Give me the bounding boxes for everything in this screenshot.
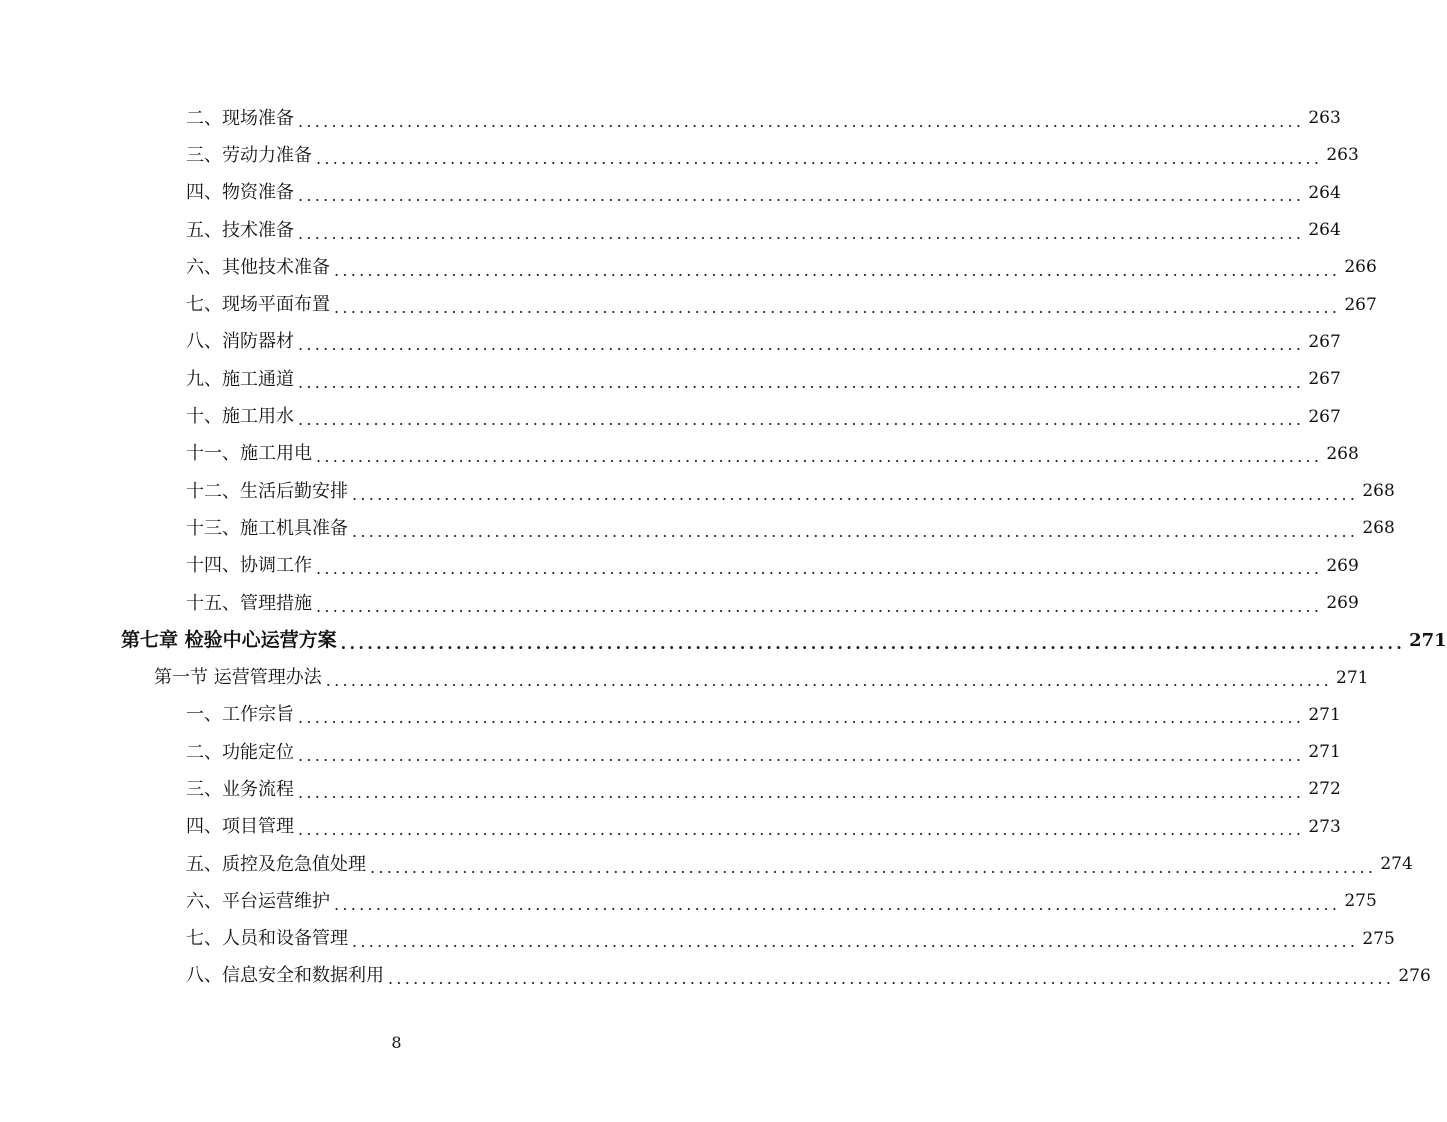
toc-entry[interactable]	[0, 324, 1341, 361]
toc-entry[interactable]	[0, 734, 1341, 771]
toc-entry-title: 五、质控及危急值处理	[186, 853, 366, 875]
toc-entry-page: 269	[1326, 555, 1359, 576]
toc-entry[interactable]	[0, 175, 1341, 212]
toc-entry-page: 264	[1308, 220, 1341, 241]
toc-leader-dots: ........................................................................................................................	[334, 894, 1341, 914]
toc-entry-page: 271	[1308, 704, 1341, 725]
toc-entry-page: 267	[1308, 406, 1341, 427]
toc-entry-page: 266	[1344, 257, 1377, 278]
toc-entry-page: 273	[1308, 816, 1341, 837]
toc-entry-title: 十、施工用水	[186, 406, 294, 428]
toc-entry[interactable]	[0, 100, 1341, 137]
toc-leader-dots: ........................................................................................................................	[352, 484, 1359, 504]
toc-entry-page: 274	[1380, 854, 1413, 875]
toc-entry[interactable]	[0, 846, 1413, 883]
toc-leader-dots: ........................................................................................................................	[352, 932, 1359, 952]
toc-entry-title: 十二、生活后勤安排	[186, 480, 348, 502]
toc-entry[interactable]	[0, 212, 1341, 249]
toc-leader-dots: ........................................................................................................................	[340, 633, 1406, 653]
toc-entry[interactable]	[0, 249, 1377, 286]
toc-entry[interactable]	[0, 809, 1341, 846]
toc-leader-dots: ........................................................................................................................	[316, 447, 1323, 467]
toc-entry-page: 263	[1308, 108, 1341, 129]
toc-chapter-title: 第七章 检验中心运营方案	[121, 629, 337, 652]
toc-entry-page: 268	[1326, 443, 1359, 464]
toc-entry-page: 271	[1336, 667, 1369, 688]
toc-entry-page: 276	[1398, 965, 1431, 986]
toc-entry[interactable]	[0, 398, 1341, 435]
toc-entry-title: 四、项目管理	[186, 816, 294, 838]
toc-entry[interactable]	[0, 958, 1431, 995]
toc-entry[interactable]	[0, 137, 1359, 174]
toc-entry-title: 三、劳动力准备	[186, 144, 312, 166]
toc-entry-page: 269	[1326, 593, 1359, 613]
toc-entry-page: 268	[1362, 518, 1395, 539]
toc-entry-title: 六、其他技术准备	[186, 256, 330, 278]
toc-leader-dots: ........................................................................................................................	[370, 857, 1377, 877]
toc-entry-page: 263	[1326, 145, 1359, 166]
toc-entry[interactable]	[0, 921, 1395, 958]
toc-leader-dots: ........................................................................................................................	[334, 298, 1341, 318]
toc-leader-dots: ........................................................................................................................	[298, 335, 1305, 355]
toc-leader-dots: ........................................................................................................................	[388, 969, 1395, 989]
toc-entry-page: 271	[1308, 742, 1341, 763]
toc-entry-title: 十三、施工机具准备	[186, 517, 348, 539]
toc-leader-dots: ........................................................................................................................	[298, 745, 1305, 765]
toc-entry-page: 267	[1308, 369, 1341, 390]
toc-leader-dots: ........................................................................................................................	[298, 111, 1305, 131]
toc-entry[interactable]	[0, 361, 1341, 398]
toc-entry[interactable]	[0, 548, 1359, 585]
toc-entry-page: 271	[1409, 629, 1447, 651]
toc-leader-dots: ........................................................................................................................	[298, 820, 1305, 840]
toc-leader-dots: ........................................................................................................................	[316, 596, 1323, 616]
toc-entry[interactable]	[0, 771, 1341, 808]
toc-leader-dots: ........................................................................................................................	[298, 186, 1305, 206]
toc-entry-title: 十一、施工用电	[186, 443, 312, 465]
toc-entry-title: 七、人员和设备管理	[186, 928, 348, 950]
toc-chapter-entry[interactable]	[0, 622, 1447, 659]
toc-leader-dots: ........................................................................................................................	[325, 671, 1333, 691]
toc-leader-dots: ........................................................................................................................	[298, 410, 1305, 430]
toc-entry-title: 二、现场准备	[186, 107, 294, 129]
toc-section-entry[interactable]	[0, 659, 1369, 696]
toc-entry-title: 四、物资准备	[186, 182, 294, 204]
page-number: 8	[391, 1033, 402, 1052]
toc-leader-dots: ........................................................................................................................	[298, 708, 1305, 728]
toc-entry[interactable]	[0, 585, 1359, 622]
toc-entry-title: 三、业务流程	[186, 778, 294, 800]
toc-section-title: 第一节 运营管理办法	[154, 667, 322, 689]
toc-entry-page: 267	[1308, 331, 1341, 352]
toc-entry[interactable]	[0, 436, 1359, 473]
toc-entry[interactable]	[0, 883, 1377, 920]
toc-entry-page: 267	[1344, 294, 1377, 315]
toc-entry-page: 264	[1308, 182, 1341, 203]
toc-entry-page: 268	[1362, 481, 1395, 502]
toc-entry-title: 十五、管理措施	[186, 592, 312, 614]
toc-entry-page: 275	[1344, 891, 1377, 912]
toc-entry-page: 272	[1308, 779, 1341, 800]
toc-entry-title: 二、功能定位	[186, 741, 294, 763]
toc-entry[interactable]	[0, 286, 1377, 323]
toc-entry[interactable]	[0, 697, 1341, 734]
toc-entry[interactable]	[0, 473, 1395, 510]
toc-leader-dots: ........................................................................................................................	[298, 782, 1305, 802]
toc-leader-dots: ........................................................................................................................	[298, 223, 1305, 243]
toc-entry[interactable]	[0, 510, 1395, 547]
toc-entry-page: 275	[1362, 928, 1395, 949]
toc-entry-title: 五、技术准备	[186, 219, 294, 241]
toc-entry-title: 七、现场平面布置	[186, 294, 330, 316]
toc-leader-dots: ........................................................................................................................	[334, 260, 1341, 280]
toc-entry-title: 六、平台运营维护	[186, 890, 330, 912]
toc-entry-title: 九、施工通道	[186, 368, 294, 390]
toc-entry-title: 一、工作宗旨	[186, 704, 294, 726]
toc-leader-dots: ........................................................................................................................	[352, 521, 1359, 541]
toc-leader-dots: ........................................................................................................................	[316, 559, 1323, 579]
toc-leader-dots: ........................................................................................................................	[298, 372, 1305, 392]
toc-entry-title: 十四、协调工作	[186, 555, 312, 577]
toc-entry-title: 八、信息安全和数据利用	[186, 965, 384, 987]
toc-leader-dots: ........................................................................................................................	[316, 148, 1323, 168]
table-of-contents	[0, 100, 1447, 995]
toc-entry-title: 八、消防器材	[186, 331, 294, 353]
